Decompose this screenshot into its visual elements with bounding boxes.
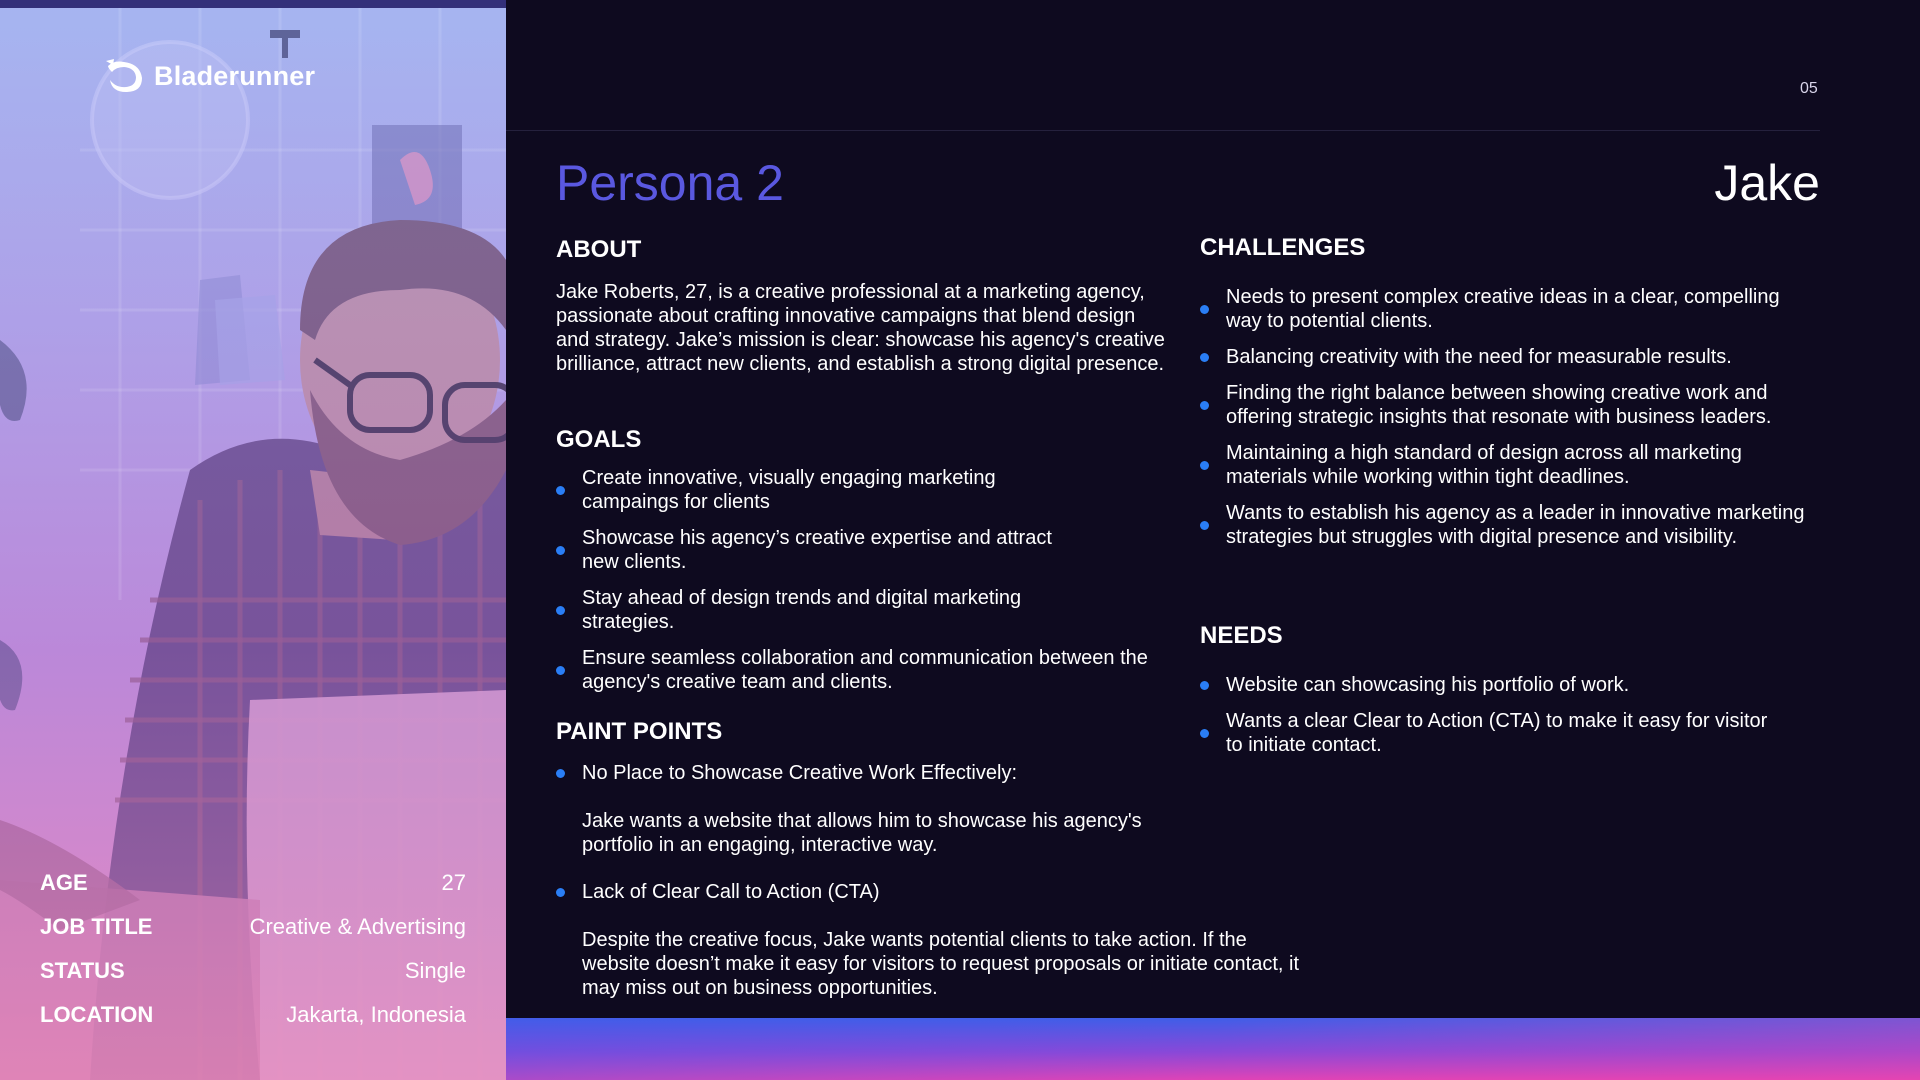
list-item (1200, 345, 1820, 369)
persona-photo-panel (0, 0, 506, 1080)
list-item-text: Ensure seamless collaboration and communication between the agency's creative team and clients. (582, 647, 1148, 693)
profile-label: AGE (40, 870, 88, 895)
pain-point-description: Jake wants a website that allows him to showcase his agency's portfolio in an engaging, interactive way. (582, 810, 1142, 856)
bullet-dot-icon (556, 666, 565, 675)
bullet-dot-icon (556, 546, 565, 555)
pain-point-title: No Place to Showcase Creative Work Effectively: (582, 762, 1017, 784)
profile-label: STATUS (40, 958, 125, 983)
persona-profile (40, 870, 466, 1046)
brand-name: Bladerunner (154, 60, 316, 91)
goals-heading: GOALS (556, 426, 642, 453)
list-item-text: Stay ahead of design trends and digital marketing strategies. (582, 587, 1022, 633)
profile-value: Single (404, 958, 466, 983)
goals-list (556, 466, 1148, 706)
bullet-dot-icon (1200, 729, 1209, 738)
profile-label: JOB TITLE (40, 914, 153, 939)
list-item (1200, 441, 1820, 489)
list-item (556, 646, 1172, 694)
profile-row-job-title (40, 914, 466, 958)
bullet-dot-icon (556, 606, 565, 615)
top-accent-strip (0, 0, 506, 8)
persona-title: Persona 2 (556, 155, 784, 211)
about-text: Jake Roberts, 27, is a creative professional at a marketing agency, passionate about crafting innovative campaigns that blend design and strategy. Jake’s mission is clear: showcase his agency's creative brilliance, attract new clients, and establish a strong digital presence. (556, 281, 1165, 375)
list-item (1200, 673, 1800, 697)
about-heading: ABOUT (556, 236, 642, 263)
list-item-text: Create innovative, visually engaging marketing campaings for clients (582, 467, 996, 513)
bottom-gradient-bar (506, 1018, 1920, 1080)
bullet-dot-icon (556, 888, 565, 897)
bullet-dot-icon (556, 769, 565, 778)
list-item-text: Balancing creativity with the need for measurable results. (1226, 346, 1732, 368)
list-item-text: Wants to establish his agency as a leader in innovative marketing strategies but struggles with digital presence and visibility. (1226, 502, 1805, 548)
pain-point-heading (556, 761, 1017, 785)
list-item (1200, 709, 1786, 757)
brand-logo[interactable] (104, 58, 315, 94)
list-item (556, 586, 1056, 634)
bullet-dot-icon (556, 486, 565, 495)
pain-point-heading (556, 880, 880, 904)
list-item (1200, 501, 1820, 549)
profile-value: Jakarta, Indonesia (286, 1002, 466, 1027)
profile-row-location (40, 1002, 466, 1046)
bullet-dot-icon (1200, 305, 1209, 314)
profile-value: 27 (441, 870, 466, 895)
bullet-dot-icon (1200, 461, 1209, 470)
list-item-text: Needs to present complex creative ideas in a clear, compelling way to potential clients. (1226, 286, 1780, 332)
challenges-list (1200, 285, 1820, 561)
list-item (1200, 285, 1820, 333)
header-divider (506, 130, 1820, 131)
list-item-text: Wants a clear Clear to Action (CTA) to make it easy for visitor to initiate contact. (1226, 710, 1768, 756)
profile-row-status (40, 958, 466, 1002)
needs-heading: NEEDS (1200, 622, 1283, 649)
bullet-dot-icon (1200, 401, 1209, 410)
persona-name: Jake (1714, 155, 1820, 211)
bullet-dot-icon (1200, 681, 1209, 690)
crescent-swirl-icon (104, 58, 146, 94)
profile-label: LOCATION (40, 1002, 154, 1027)
bullet-dot-icon (1200, 353, 1209, 362)
list-item-text: Finding the right balance between showing creative work and offering strategic insights that resonate with business leaders. (1226, 382, 1772, 428)
list-item (556, 466, 1056, 514)
needs-list (1200, 673, 1800, 769)
list-item (556, 526, 1056, 574)
pain-point-description: Despite the creative focus, Jake wants potential clients to take action. If the website doesn’t make it easy for visitors to request proposals or initiate contact, it may miss out on business opportunities. (582, 929, 1300, 999)
list-item-text: Showcase his agency’s creative expertise and attract new clients. (582, 527, 1052, 573)
list-item (1200, 381, 1820, 429)
challenges-heading: CHALLENGES (1200, 234, 1366, 261)
list-item-text: Maintaining a high standard of design across all marketing materials while working within tight deadlines. (1226, 442, 1742, 488)
list-item-text: Website can showcasing his portfolio of work. (1226, 674, 1630, 696)
profile-value: Creative & Advertising (249, 914, 466, 939)
pain-point-title: Lack of Clear Call to Action (CTA) (582, 881, 880, 903)
bullet-dot-icon (1200, 521, 1209, 530)
profile-row-age (40, 870, 466, 914)
page-number: 05 (1800, 80, 1818, 97)
pain-points-heading: PAINT POINTS (556, 718, 723, 745)
